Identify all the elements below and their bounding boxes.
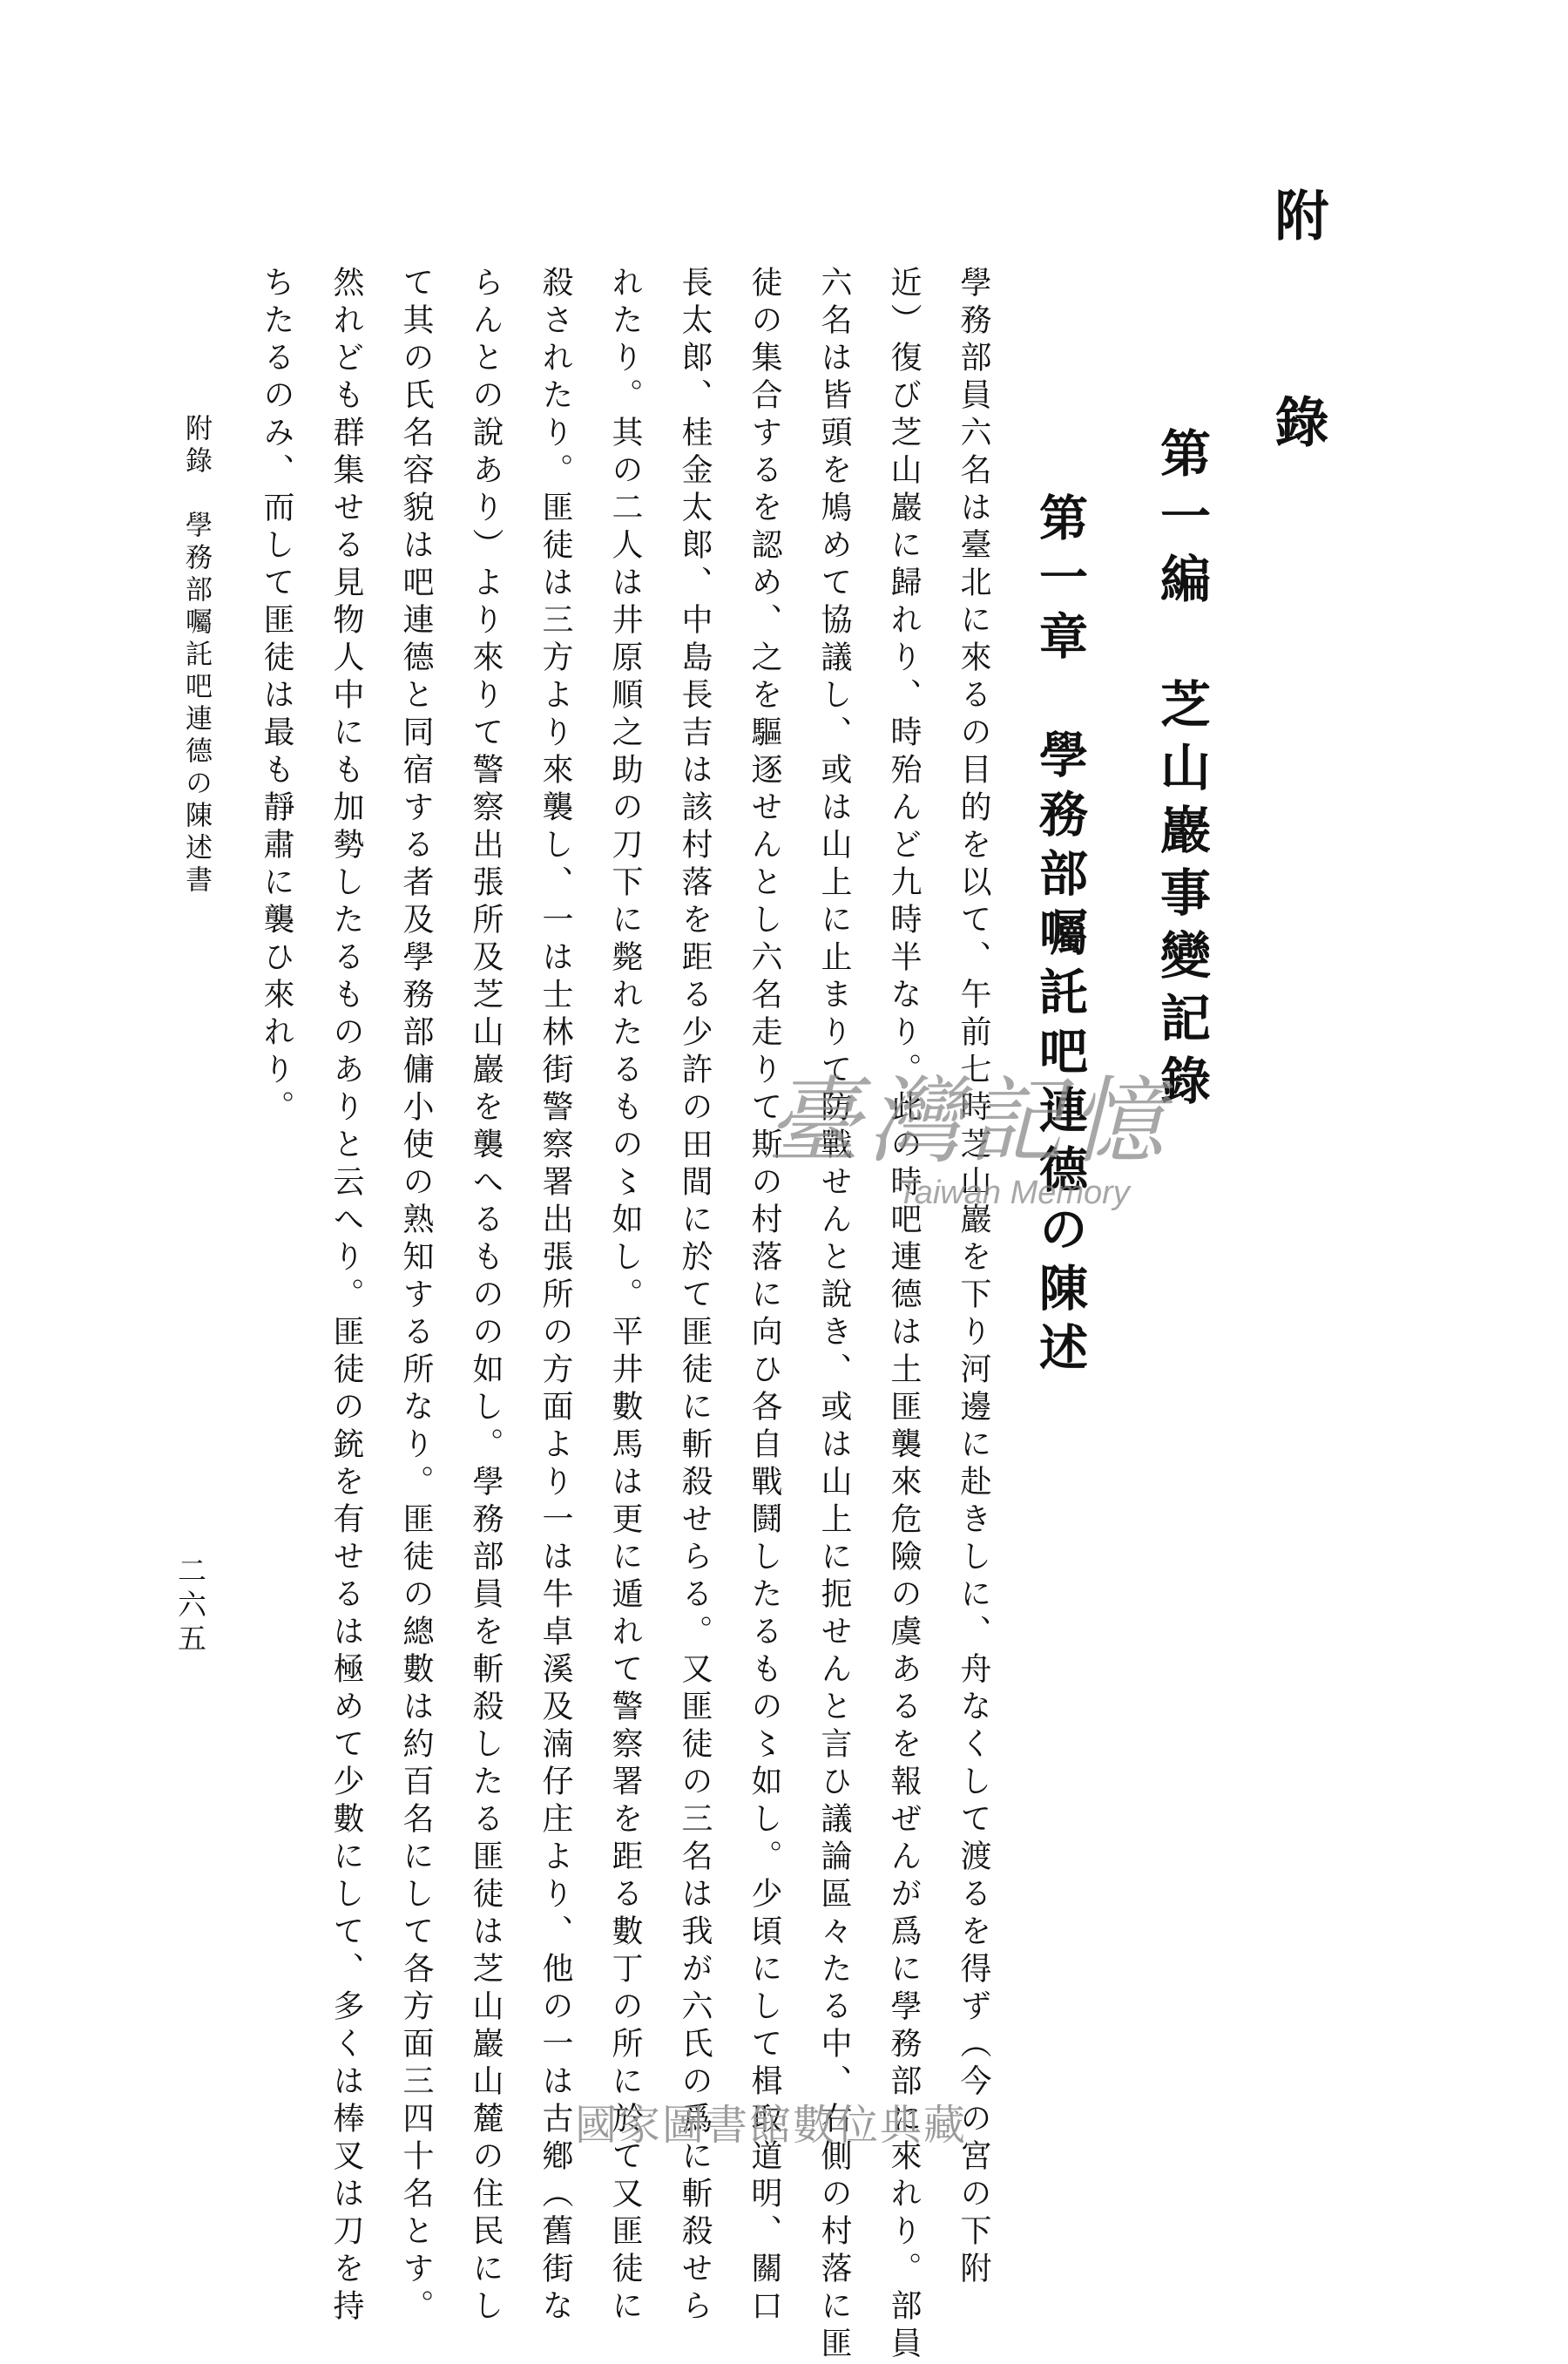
body-column-11: ちたるのみ、而して匪徒は最も靜肅に襲ひ來れり。 <box>259 266 294 1128</box>
taiwan-memory-watermark <box>767 1046 1237 1246</box>
body-column-9: て其の氏名容貌は吧連德と同宿する者及學務部傭小使の熟知する所なり。匪徒の總數は約百名にして各方面三四十名とす。 <box>398 266 434 2327</box>
running-footer-title: 附錄 學務部囑託吧連德の陳述書 <box>180 414 212 898</box>
page-number: 二六五 <box>173 1555 207 1657</box>
body-column-1: 學務部員六名は臺北に來るの目的を以て、午前七時芝山巖を下り河邊に赴きしに、舟なくして渡るを得ず（今の宮の下附 <box>956 266 991 2289</box>
archive-footer-text: 國家圖書館數位典藏 <box>575 2101 968 2150</box>
appendix-heading: 附錄 <box>1266 187 1329 600</box>
body-column-6: れたり。其の二人は井原順之助の刀下に斃れたるもの〻如し。平井數馬は更に遁れて警察署を距る數丁の所に於て又匪徒に <box>607 266 643 2327</box>
body-column-4: 徒の集合するを認め、之を驅逐せんとし六名走りて斯の村落に向ひ各自戰鬪したるもの〻如し。少頃にして楫取道明、關口 <box>747 266 782 2327</box>
part-title: 第一編 芝山巖事變記錄 <box>1152 427 1211 1117</box>
body-column-5: 長太郞、桂金太郞、中島長吉は該村落を距る少許の田間に於て匪徒に斬殺せらる。又匪徒の三名は我が六氏の爲に斬殺せら <box>677 266 713 2327</box>
watermark-cjk-text: 臺灣記憶 <box>767 1067 1172 1176</box>
body-column-10: 然れども群集せる見物人中にも加勢したるものありと云へり。匪徒の銃を有せるは極めて少數にして、多くは棒叉は刀を持 <box>328 266 364 2327</box>
body-column-8: らんとの說あり）より來りて警察出張所及芝山巖を襲へるものの如し。學務部員を斬殺したる匪徒は芝山巖山麓の住民にし <box>468 266 504 2327</box>
chapter-title: 第一章 學務部囑託吧連德の陳述 <box>1031 492 1089 1381</box>
body-column-2: 近）復び芝山巖に歸れり、時殆んど九時半なり。此の時吧連德は土匪襲來危險の虞あるを報ぜんが爲に學務部に來れり。部員 <box>886 266 922 2364</box>
body-column-7: 殺されたり。匪徒は三方より來襲し、一は士林街警察署出張所の方面より一は牛卓溪及湳仔庄より、他の一は古鄕（舊街な <box>537 266 573 2327</box>
body-column-3: 六名は皆頭を鳩めて協議し、或は山上に止まりて防戰せんと說き、或は山上に扼せんと言ひ議論區々たる中、右側の村落に匪 <box>816 266 852 2364</box>
watermark-english-text: Taiwan Memory <box>897 1175 1130 1211</box>
